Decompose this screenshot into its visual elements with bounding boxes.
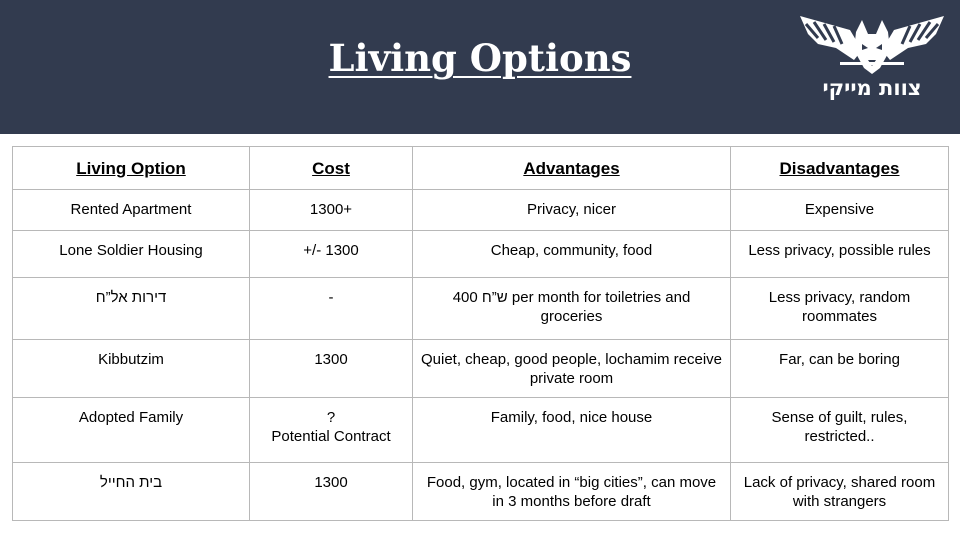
cell-living-option: דירות אל”ח [13,278,250,340]
cell-disadvantages: Lack of privacy, shared room with strangers [731,463,949,521]
cell-advantages: Privacy, nicer [413,190,731,231]
table-row [13,190,949,231]
table-row [13,340,949,398]
logo-text: צוות מייקי [822,76,922,100]
column-header-advantages: Advantages [413,147,731,190]
column-header-cost: Cost [250,147,413,190]
living-options-table [12,146,949,521]
cell-advantages: Food, gym, located in “big cities”, can move in 3 months before draft [413,463,731,521]
table-row [13,231,949,278]
column-header-living-option: Living Option [13,147,250,190]
winged-wolf-emblem-icon [796,10,948,76]
cell-living-option: Rented Apartment [13,190,250,231]
page-title: Living Options [328,36,632,80]
cell-disadvantages: Less privacy, random roommates [731,278,949,340]
cell-cost: 1300+ [250,190,413,231]
cell-advantages: Quiet, cheap, good people, lochamim receive private room [413,340,731,398]
cell-cost: +/- 1300 [250,231,413,278]
column-header-disadvantages: Disadvantages [731,147,949,190]
cell-living-option: בית החייל [13,463,250,521]
cell-disadvantages: Sense of guilt, rules, restricted.. [731,398,949,463]
cell-living-option: Lone Soldier Housing [13,231,250,278]
cell-living-option: Kibbutzim [13,340,250,398]
table-row [13,463,949,521]
cell-cost: 1300 [250,340,413,398]
cell-disadvantages: Expensive [731,190,949,231]
cell-living-option: Adopted Family [13,398,250,463]
cell-advantages: 400 ש”ח per month for toiletries and groceries [413,278,731,340]
table-header-row [13,147,949,190]
cell-advantages: Family, food, nice house [413,398,731,463]
cell-cost: 1300 [250,463,413,521]
cell-advantages: Cheap, community, food [413,231,731,278]
table-row [13,398,949,463]
header-banner [0,0,960,134]
team-logo [796,10,948,120]
cell-cost: - [250,278,413,340]
cell-disadvantages: Less privacy, possible rules [731,231,949,278]
table-row [13,278,949,340]
cell-cost: ? Potential Contract [250,398,413,463]
cell-disadvantages: Far, can be boring [731,340,949,398]
